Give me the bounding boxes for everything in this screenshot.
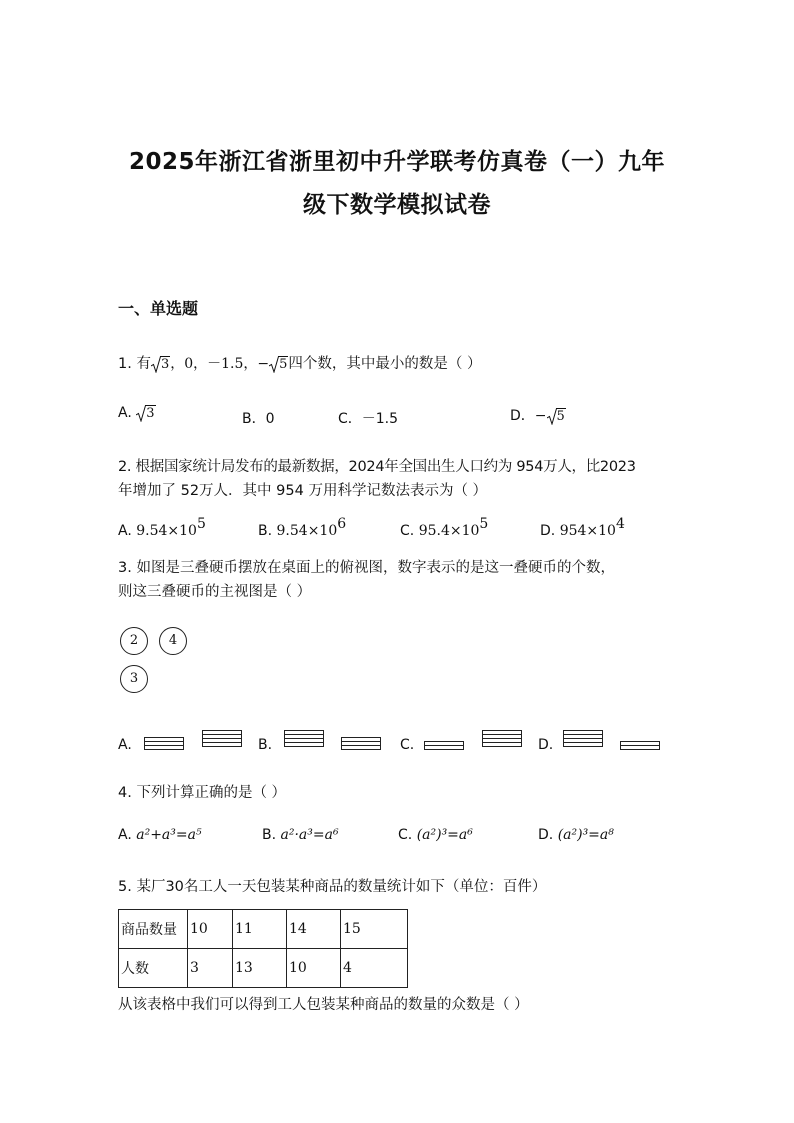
- q1-suffix: 四个数，其中最小的数是（ ）: [288, 356, 482, 372]
- table-cell: 人数: [119, 949, 188, 988]
- coin-stack-circle: 4: [159, 627, 187, 655]
- coin-stack-front-view: [563, 730, 603, 747]
- q2-option-a[interactable]: A. $9.54\times 10^5$: [118, 516, 206, 539]
- coin-stack-front-view: [284, 730, 324, 747]
- question-3-line1: 3. 如图是三叠硬币摆放在桌面上的俯视图，数字表示的是这一叠硬币的个数，: [118, 560, 615, 576]
- q1-option-b[interactable]: B．0: [242, 411, 275, 427]
- table-cell: 3: [188, 949, 233, 988]
- coin-stack-front-view: [202, 730, 242, 747]
- table-cell: 10: [188, 910, 233, 949]
- table-cell: 14: [287, 910, 341, 949]
- q4-option-d[interactable]: D. (a²)³=a⁸: [538, 827, 614, 843]
- table-cell: 13: [233, 949, 287, 988]
- table-cell: 4: [341, 949, 408, 988]
- q3-option-c-label[interactable]: C.: [400, 737, 415, 753]
- coin-stack-front-view: [341, 737, 381, 750]
- question-3-line2: 则这三叠硬币的主视图是（ ）: [118, 584, 312, 600]
- coin-stack-front-view: [620, 741, 660, 750]
- question-4: 4. 下列计算正确的是（ ）: [118, 785, 287, 801]
- question-2-line2: 年增加了 52万人．其中 954 万用科学记数法表示为（ ）: [118, 483, 488, 499]
- q1-option-a[interactable]: A. 3: [118, 405, 155, 421]
- question-5-after-table: 从该表格中我们可以得到工人包装某种商品的数量的众数是（ ）: [118, 997, 529, 1013]
- coin-stack-circle: 3: [120, 665, 148, 693]
- q4-option-c[interactable]: C. (a²)³=a⁶: [398, 827, 473, 843]
- q1-prefix: 1. 有: [118, 356, 151, 372]
- section-heading: 一、单选题: [118, 299, 199, 318]
- data-table: [118, 909, 408, 988]
- coin-stack-circle: 2: [120, 627, 148, 655]
- table-row: [119, 949, 408, 988]
- q1-mid: ，0，－1.5，: [170, 356, 258, 372]
- sqrt-5: 5: [547, 408, 566, 424]
- q4-option-b[interactable]: B. a²·a³=a⁶: [262, 827, 339, 843]
- question-2-line1: 2. 根据国家统计局发布的最新数据，2024年全国出生人口约为 954万人，比2023: [118, 459, 636, 475]
- table-cell: 10: [287, 949, 341, 988]
- question-5: 5. 某厂30名工人一天包装某种商品的数量统计如下（单位：百件）: [118, 879, 547, 895]
- q1-option-d[interactable]: D．− 5: [510, 408, 565, 424]
- sqrt-3: 3: [151, 356, 170, 372]
- q4-option-a[interactable]: A. a²+a³=a⁵: [118, 827, 202, 843]
- q2-option-b[interactable]: B. $9.54\times 10^6$: [258, 516, 347, 539]
- sqrt-3: 3: [136, 405, 155, 421]
- q2-option-c[interactable]: C. $95.4\times 10^5$: [400, 516, 489, 539]
- q3-option-a-label[interactable]: A.: [118, 737, 132, 753]
- coin-stack-front-view: [482, 730, 522, 747]
- table-cell: 11: [233, 910, 287, 949]
- page-title-line2: 级下数学模拟试卷: [303, 192, 491, 218]
- table-row: [119, 910, 408, 949]
- sqrt-5: 5: [269, 356, 288, 372]
- table-cell: 商品数量: [119, 910, 188, 949]
- table-cell: 15: [341, 910, 408, 949]
- coin-stack-front-view: [424, 741, 464, 750]
- q3-option-b-label[interactable]: B.: [258, 737, 273, 753]
- q2-option-d[interactable]: D. $954\times 10^4$: [540, 516, 625, 539]
- page-title-line1: 2025年浙江省浙里初中升学联考仿真卷（一）九年: [128, 149, 665, 175]
- q3-option-d-label[interactable]: D.: [538, 737, 554, 753]
- question-1: 1. 有 3，0，－1.5，− 5四个数，其中最小的数是（ ）: [118, 356, 482, 372]
- coin-stack-front-view: [144, 737, 184, 750]
- q1-option-c[interactable]: C．－1.5: [338, 411, 399, 427]
